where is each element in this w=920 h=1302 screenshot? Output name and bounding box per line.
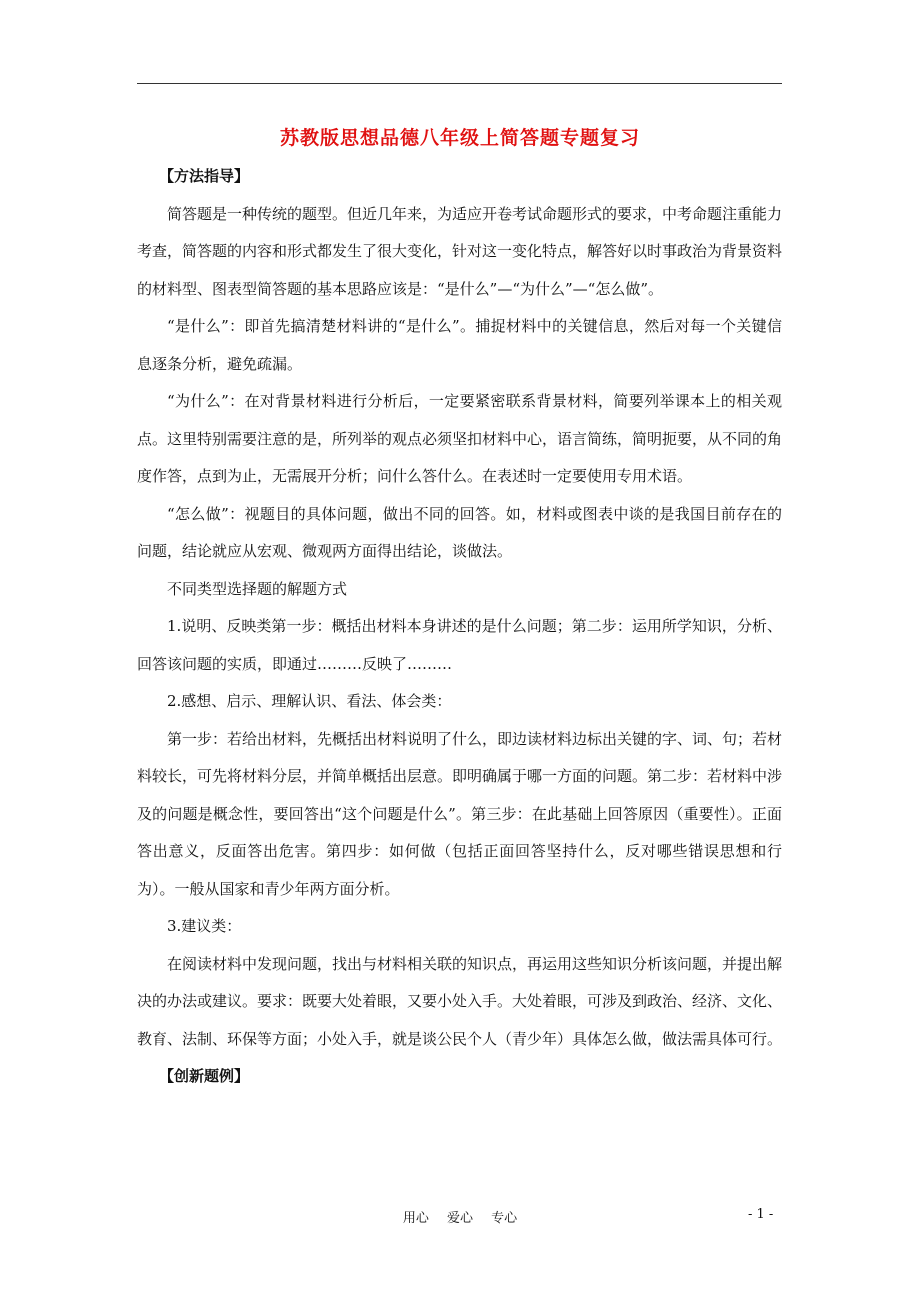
paragraph-what: “是什么”：即首先搞清楚材料讲的“是什么”。捕捉材料中的关键信息，然后对每一个关键信息逐条分析，避免疏漏。 (137, 317, 782, 373)
paragraph-type-3: 3.建议类： (167, 917, 242, 935)
paragraph-type-2: 2.感想、启示、理解认识、看法、体会类： (167, 692, 452, 710)
page-number: - 1 - (748, 1207, 774, 1222)
paragraph-type-2-steps: 第一步：若给出材料，先概括出材料说明了什么，即边读材料边标出关键的字、词、句；若材料较长，可先将材料分层，并简单概括出层意。即明确属于哪一方面的问题。第二步：若材料中涉及的问题是概念性，要回答出“这个问题是什么”。第三步：在此基础上回答原因（重要性）。正面答出意义，反面答出危害。第四步：如何做（包括正面回答坚持什么，反对哪些错误思想和行为）。一般从国家和青少年两方面分析。 (137, 729, 783, 898)
section-heading-examples: 【创新题例】 (159, 1067, 250, 1085)
paragraph-types-intro: 不同类型选择题的解题方式 (167, 579, 348, 598)
footer-motto: 用心 爱心 专心 (402, 1211, 518, 1226)
paragraph-why: “为什么”：在对背景材料进行分析后，一定要紧密联系背景材料，简要列举课本上的相关观点。这里特别需要注意的是，所列举的观点必须坚扣材料中心，语言简练，简明扼要，从不同的角度作答，点到为止，无需展开分析；问什么答什么。在表述时一定要使用专用术语。 (137, 392, 783, 485)
document-title: 苏教版思想品德八年级上简答题专题复习 (279, 127, 640, 149)
paragraph-type-3-detail: 在阅读材料中发现问题，找出与材料相关联的知识点，再运用这些知识分析该问题，并提出解决的办法或建议。要求：既要大处着眼，又要小处入手。大处着眼，可涉及到政治、经济、文化、教育、法制、环保等方面；小处入手，就是谈公民个人（青少年）具体怎么做，做法需具体可行。 (137, 954, 783, 1048)
paragraph-intro: 简答题是一种传统的题型。但近几年来，为适应开卷考试命题形式的要求，中考命题注重能力考查，简答题的内容和形式都发生了很大变化，针对这一变化特点，解答好以时事政治为背景资料的材料型、图表型简答题的基本思路应该是：“是什么”—“为什么”—“怎么做”。 (137, 204, 783, 298)
section-heading-method: 【方法指导】 (159, 167, 250, 185)
document-body (137, 158, 782, 1096)
paragraph-type-1: 1.说明、反映类第一步：概括出材料本身讲述的是什么问题；第二步：运用所学知识，分析、回答该问题的实质，即通过………反映了……… (137, 617, 782, 673)
paragraph-how: “怎么做”：视题目的具体问题，做出不同的回答。如，材料或图表中谈的是我国目前存在的问题，结论就应从宏观、微观两方面得出结论，谈做法。 (137, 504, 782, 560)
header-rule (137, 83, 782, 84)
